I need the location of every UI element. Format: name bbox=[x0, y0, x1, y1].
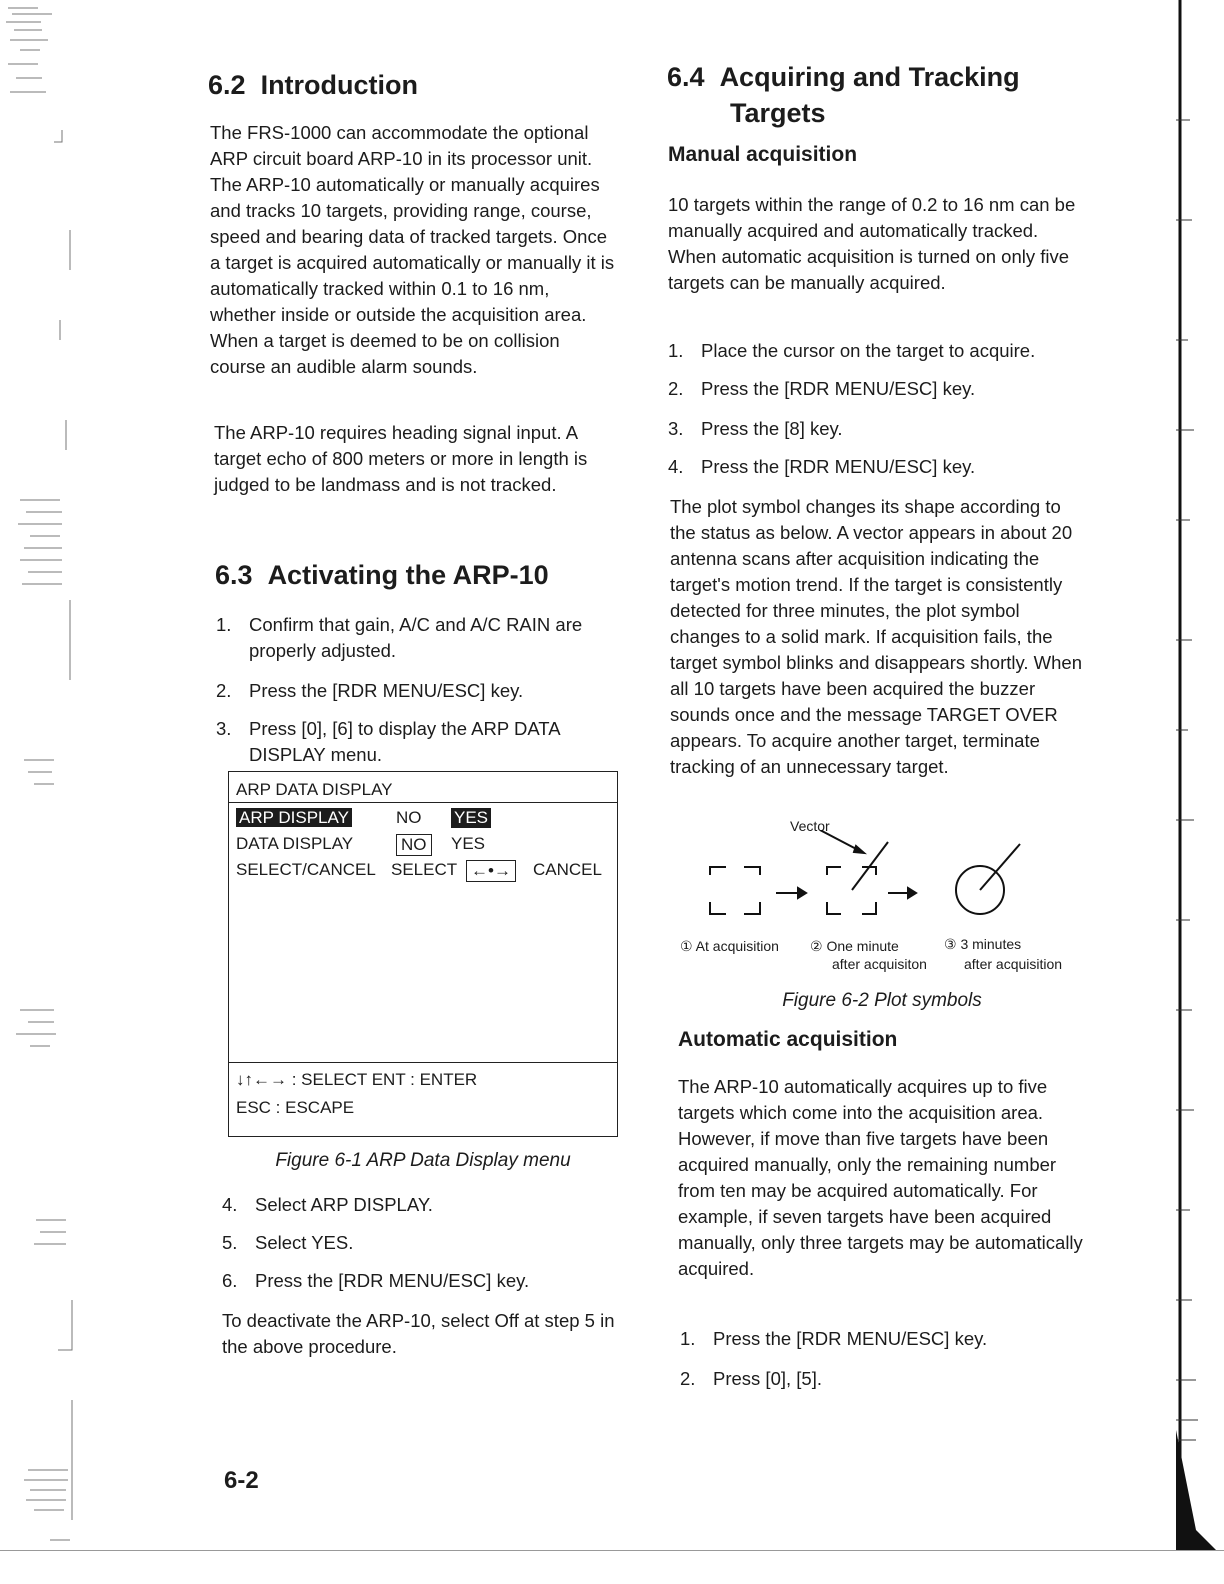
plot-symbol-at-acquisition bbox=[710, 867, 760, 914]
plot-label-3b: after acquisition bbox=[964, 956, 1063, 972]
manual-step-4 bbox=[668, 454, 1082, 482]
menu-divider bbox=[229, 802, 617, 803]
step-text: Press the [RDR MENU/ESC] key. bbox=[701, 456, 976, 477]
activate-step-6 bbox=[222, 1268, 622, 1296]
step-number: 3. bbox=[216, 718, 232, 739]
menu-footer-escape: ESC : ESCAPE bbox=[236, 1098, 355, 1117]
activate-step-1 bbox=[216, 612, 622, 668]
step-number: 1. bbox=[216, 614, 232, 635]
section-title-line-1: Acquiring and Tracking bbox=[719, 62, 1020, 92]
manual-paragraph-1: 10 targets within the range of 0.2 to 16 nm can be manually acquired and automatically tracked. When automatic acquisition is turned on only five targets can be manually acquired. bbox=[668, 194, 1076, 293]
step-number: 6. bbox=[222, 1270, 238, 1291]
figure-6-1-caption: Figure 6-1 ARP Data Display menu bbox=[275, 1150, 571, 1171]
step-text: Press the [RDR MENU/ESC] key. bbox=[713, 1328, 988, 1349]
plot-label-3: ③ 3 minutes bbox=[944, 936, 1022, 952]
menu-footer-divider bbox=[229, 1062, 617, 1063]
automatic-step-2 bbox=[680, 1366, 1084, 1394]
scan-artifact-left bbox=[0, 0, 90, 1584]
arp-display-no[interactable]: NO bbox=[396, 808, 422, 827]
automatic-paragraph-1: The ARP-10 automatically acquires up to five targets which come into the acquisition area. However, if move than five targets have been acquired manually, only the remaining number from ten may be acquired automatically. For example, if seven targets have been acquired manually, only three targets may be automatically acquired. bbox=[678, 1076, 1083, 1279]
section-6-3-heading bbox=[215, 558, 549, 592]
section-6-4-heading bbox=[667, 60, 1020, 94]
manual-paragraph-2: The plot symbol changes its shape according to the status as below. A vector appears in about 20 antenna scans after acquisition indicating the target's motion trend. If the target is consistently detected for three minutes, the plot symbol changes to a solid mark. If acquisition fails, the target symbol blinks and disappears shortly. When all 10 targets have been acquired the buzzer sounds once and the message TARGET OVER appears. To acquire another target, terminate tracking of an unnecessary target. bbox=[670, 496, 1082, 777]
step-number: 4. bbox=[668, 456, 684, 477]
section-number: 6.3 bbox=[215, 560, 253, 590]
manual-acquisition-heading: Manual acquisition bbox=[668, 143, 858, 166]
plot-label-2b: after acquisiton bbox=[832, 956, 927, 972]
section-title: Introduction bbox=[260, 70, 419, 100]
menu-row-data-display bbox=[236, 834, 486, 854]
step-number: 3. bbox=[668, 418, 684, 439]
plot-symbol-one-minute bbox=[820, 830, 888, 914]
arrow-right-icon bbox=[888, 888, 916, 898]
step-text: Select YES. bbox=[255, 1232, 354, 1253]
menu-footer-keys: ↓↑←→ : SELECT ENT : ENTER bbox=[236, 1070, 478, 1089]
step-text: Press the [RDR MENU/ESC] key. bbox=[701, 378, 976, 399]
page-number: 6-2 bbox=[224, 1467, 259, 1494]
section-number: 6.4 bbox=[667, 62, 705, 92]
bottom-rule bbox=[0, 1550, 1224, 1551]
select-arrows: ←•→ bbox=[466, 860, 516, 882]
step-number: 1. bbox=[680, 1328, 696, 1349]
data-display-no[interactable]: NO bbox=[396, 834, 432, 856]
menu-row-arp-display bbox=[236, 808, 489, 828]
plot-symbol-three-minutes bbox=[956, 844, 1020, 914]
step-text: Press [0], [5]. bbox=[713, 1368, 822, 1389]
select-cancel-label[interactable]: SELECT/CANCEL bbox=[236, 860, 376, 879]
manual-step-3 bbox=[668, 416, 1082, 444]
plot-label-1: ① At acquisition bbox=[680, 938, 779, 954]
menu-title: ARP DATA DISPLAY bbox=[236, 780, 393, 799]
section-title-line-2: Targets bbox=[730, 98, 826, 128]
activate-step-2 bbox=[216, 678, 622, 706]
menu-row-select-cancel bbox=[236, 860, 602, 880]
step-number: 4. bbox=[222, 1194, 238, 1215]
step-text: Place the cursor on the target to acquire. bbox=[701, 340, 1036, 361]
select-option[interactable]: SELECT bbox=[391, 860, 458, 879]
plot-label-2: ② One minute bbox=[810, 938, 899, 954]
plot-symbols-figure bbox=[700, 830, 1060, 930]
step-number: 2. bbox=[668, 378, 684, 399]
step-text: Confirm that gain, A/C and A/C RAIN are properly adjusted. bbox=[249, 614, 583, 661]
activate-step-5 bbox=[222, 1230, 622, 1258]
intro-paragraph-1: The FRS-1000 can accommodate the optional ARP circuit board ARP-10 in its processor unit. The ARP-10 automatically or manually acquires and tracks 10 targets, providing range, course, speed and bearing data of tracked targets. Once a target is acquired automatically or manually it is automatically tracked within 0.1 to 16 nm, whether inside or outside the acquisition area. When a target is deemed to be on collision course an audible alarm sounds. bbox=[210, 122, 615, 377]
activate-step-4 bbox=[222, 1192, 622, 1220]
vector-label: Vector bbox=[790, 818, 830, 834]
deactivate-paragraph: To deactivate the ARP-10, select Off at step 5 in the above procedure. bbox=[222, 1310, 615, 1357]
manual-step-1 bbox=[668, 338, 1082, 366]
automatic-acquisition-heading: Automatic acquisition bbox=[678, 1028, 898, 1051]
data-display-label[interactable]: DATA DISPLAY bbox=[236, 834, 354, 853]
activate-step-3 bbox=[216, 716, 626, 772]
intro-paragraph-2: The ARP-10 requires heading signal input. A target echo of 800 meters or more in length is judged to be landmass and is not tracked. bbox=[214, 422, 588, 495]
step-number: 2. bbox=[216, 680, 232, 701]
automatic-step-1 bbox=[680, 1326, 1084, 1354]
step-text: Press the [8] key. bbox=[701, 418, 843, 439]
arp-data-display-menu bbox=[228, 771, 618, 1137]
figure-6-2-caption: Figure 6-2 Plot symbols bbox=[782, 990, 982, 1011]
manual-step-2 bbox=[668, 376, 1082, 404]
section-6-2-heading bbox=[208, 68, 418, 102]
section-number: 6.2 bbox=[208, 70, 246, 100]
step-text: Press [0], [6] to display the ARP DATA DISPLAY menu. bbox=[249, 718, 560, 765]
scan-artifact-right bbox=[1176, 0, 1224, 1584]
arp-display-yes[interactable]: YES bbox=[451, 808, 491, 828]
step-number: 5. bbox=[222, 1232, 238, 1253]
section-6-4-heading-line-2 bbox=[730, 96, 826, 130]
arp-display-label[interactable]: ARP DISPLAY bbox=[236, 808, 352, 827]
step-text: Press the [RDR MENU/ESC] key. bbox=[255, 1270, 530, 1291]
data-display-yes[interactable]: YES bbox=[451, 834, 486, 853]
arrow-right-icon bbox=[776, 888, 806, 898]
step-text: Press the [RDR MENU/ESC] key. bbox=[249, 680, 524, 701]
step-number: 1. bbox=[668, 340, 684, 361]
step-text: Select ARP DISPLAY. bbox=[255, 1194, 433, 1215]
step-number: 2. bbox=[680, 1368, 696, 1389]
section-title: Activating the ARP-10 bbox=[267, 560, 549, 590]
cancel-option[interactable]: CANCEL bbox=[533, 860, 602, 879]
